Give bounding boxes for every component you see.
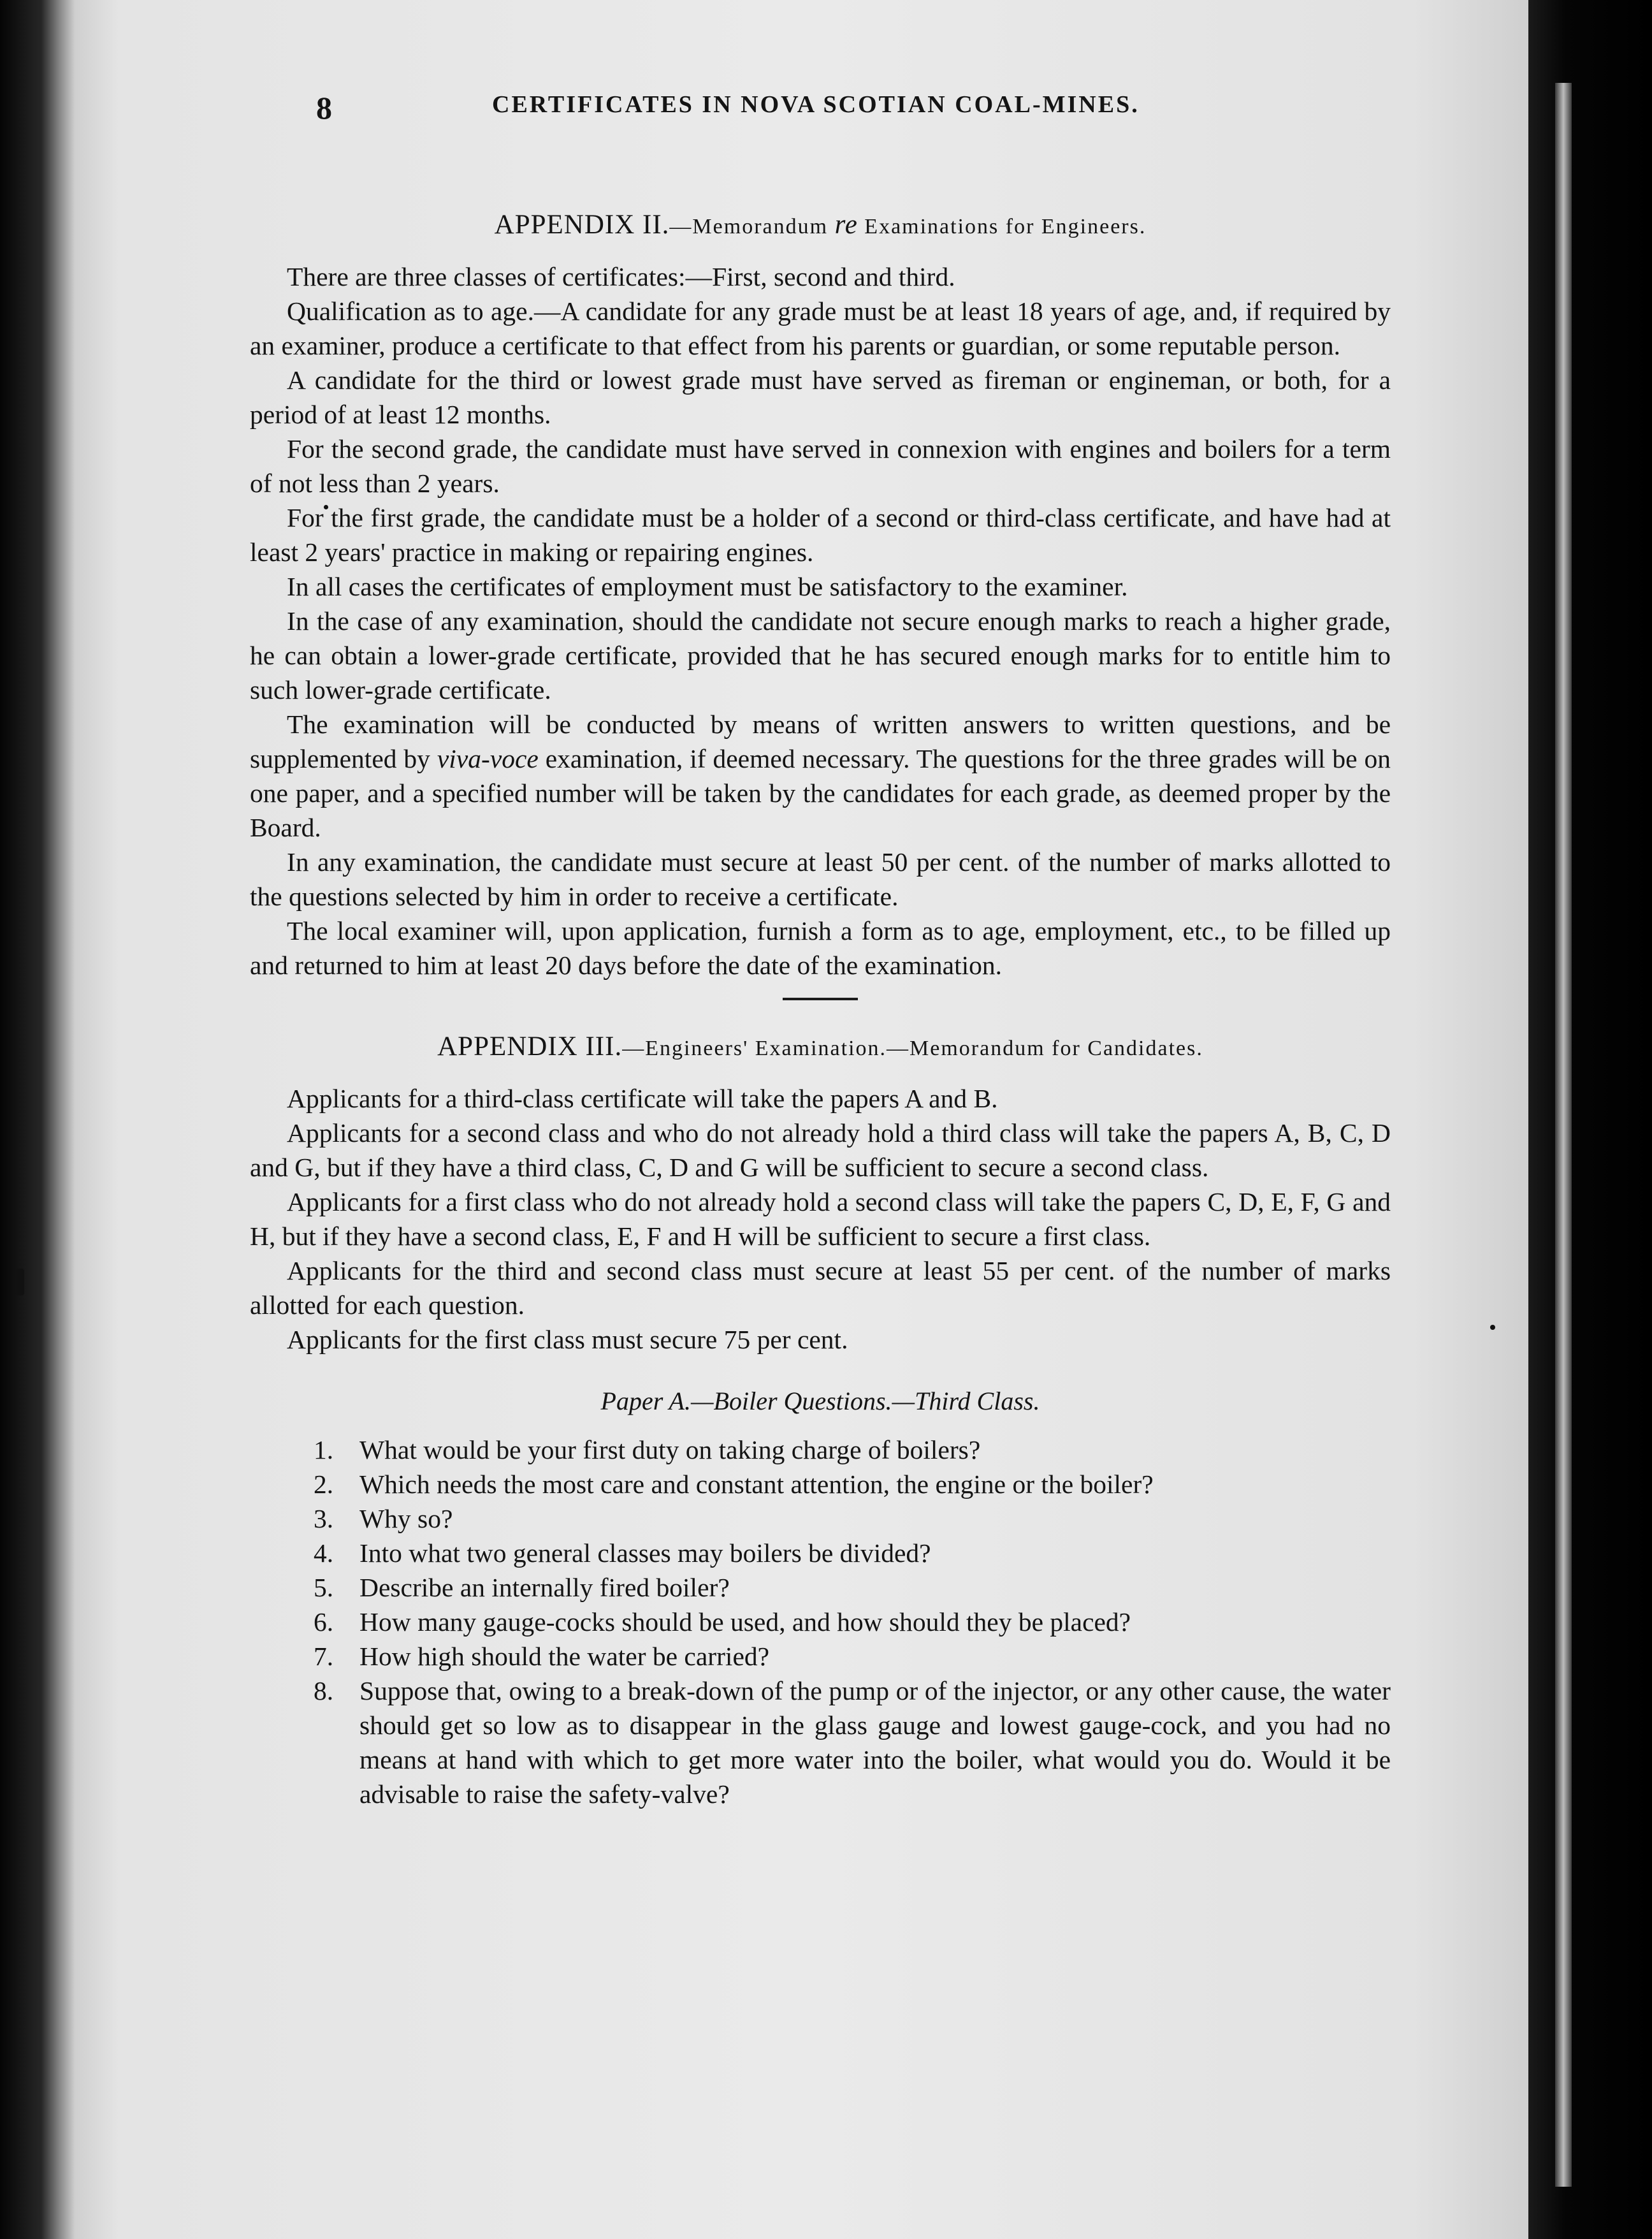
question-item (314, 1639, 1391, 1674)
paragraph: For the second grade, the candidate must have served in connexion with engines and boilers for a term of not less than 2 years. (250, 434, 1391, 498)
paragraph: Qualification as to age.—A candidate for any grade must be at least 18 years of age, and, if required by an examiner, produce a certificate to that effect from his parents or guardian, or some reputable person. (250, 296, 1391, 360)
question-number: 5. (314, 1573, 334, 1602)
question-text: What would be your first duty on taking charge of boilers? (359, 1435, 981, 1464)
question-text: Why so? (359, 1504, 453, 1533)
paragraph: For the first grade, the candidate must be a holder of a second or third-class certificate, and have had at least 2 years' practice in making or repairing engines. (250, 503, 1391, 567)
ink-speck (1490, 1325, 1495, 1330)
paragraph: Applicants for a third-class certificate will take the papers A and B. (287, 1084, 998, 1113)
running-title: CERTIFICATES IN NOVA SCOTIAN COAL-MINES. (492, 91, 1140, 118)
appendix-2-title-part-1: —Memorandum (669, 215, 835, 238)
paper-a-heading: Paper A.—Boiler Questions.—Third Class. (600, 1387, 1040, 1415)
appendix-3-label: APPENDIX III. (437, 1032, 623, 1061)
paragraph: There are three classes of certificates:—First, second and third. (287, 262, 955, 291)
question-number: 3. (314, 1504, 334, 1533)
right-page-edge (1528, 0, 1652, 2239)
appendix-2-title-italic: re (834, 210, 858, 240)
question-text: How high should the water be carried? (359, 1642, 770, 1671)
paragraph: A candidate for the third or lowest grade must have served as fireman or engineman, or both, for a period of at least 12 months. (250, 365, 1391, 429)
page-number: 8 (316, 90, 332, 126)
paragraph: In all cases the certificates of employment must be satisfactory to the examiner. (287, 572, 1128, 601)
question-number: 6. (314, 1607, 334, 1637)
question-item (314, 1570, 1391, 1605)
question-list (314, 1433, 1391, 1811)
question-text: Describe an internally fired boiler? (359, 1573, 730, 1602)
paragraph-viva-voce (250, 707, 1391, 845)
question-item (314, 1605, 1391, 1639)
paragraph: In any examination, the candidate must secure at least 50 per cent. of the number of marks allotted to the questions selected by him in order to receive a certificate. (250, 847, 1391, 911)
adjacent-page-strip (1555, 83, 1572, 2187)
paragraph: Applicants for a first class who do not already hold a second class will take the papers C, D, E, F, G and H, but if they have a second class, E, F and H will be sufficient to secure a first class. (250, 1187, 1391, 1251)
appendix-2-label: APPENDIX II. (494, 210, 670, 240)
question-item (314, 1467, 1391, 1501)
paragraph-text: examination, if deemed necessary. The questions for the three grades will be on one paper, and a specified number will be taken by the candidates for each grade, as deemed proper by the Board. (250, 744, 1391, 842)
ink-speck (15, 1269, 24, 1295)
question-item (314, 1433, 1391, 1467)
question-number: 1. (314, 1435, 334, 1464)
paragraph: Applicants for a second class and who do not already hold a third class will take the papers A, B, C, D and G, but if they have a third class, C, D and G will be sufficient to secure a second class. (250, 1118, 1391, 1182)
appendix-2-heading (250, 209, 1391, 240)
question-item (314, 1536, 1391, 1570)
paragraph-italic-term: viva-voce (437, 744, 539, 773)
page-content (250, 64, 1391, 1811)
running-head (250, 64, 1391, 140)
question-number: 2. (314, 1470, 334, 1499)
question-number: 4. (314, 1538, 334, 1568)
question-text: Into what two general classes may boilers be divided? (359, 1538, 931, 1568)
appendix-3-title: —Engineers' Examination.—Memorandum for Candidates. (622, 1037, 1203, 1060)
paragraph: Applicants for the third and second class must secure at least 55 per cent. of the number of marks allotted for each question. (250, 1256, 1391, 1320)
question-number: 7. (314, 1642, 334, 1671)
appendix-2-title-part-2: Examinations for Engineers. (857, 215, 1147, 238)
question-number: 8. (314, 1676, 334, 1705)
question-item (314, 1674, 1391, 1811)
appendix-3-heading (250, 1031, 1391, 1062)
paragraph: The local examiner will, upon application, furnish a form as to age, employment, etc., to be filled up and returned to him at least 20 days before the date of the examination. (250, 916, 1391, 980)
question-text: Which needs the most care and constant attention, the engine or the boiler? (359, 1470, 1154, 1499)
left-binding-shadow (0, 0, 75, 2239)
paragraph-text: The examination will be conducted by means of written answers to written questions, and be supplemented by (250, 710, 1391, 773)
paragraph: Applicants for the first class must secure 75 per cent. (287, 1325, 848, 1354)
question-text: Suppose that, owing to a break-down of the pump or of the injector, or any other cause, the water should get so low as to disappear in the glass gauge and lowest gauge-cock, and you had no means at hand with which to get more water into the boiler, what would you do. Would it be advisable to raise the safety-valve? (359, 1676, 1391, 1809)
question-item (314, 1501, 1391, 1536)
question-text: How many gauge-cocks should be used, and how should they be placed? (359, 1607, 1131, 1637)
paragraph: In the case of any examination, should the candidate not secure enough marks to reach a higher grade, he can obtain a lower-grade certificate, provided that he has secured enough marks for to entitle him to such lower-grade certificate. (250, 606, 1391, 704)
section-divider (783, 998, 858, 1000)
